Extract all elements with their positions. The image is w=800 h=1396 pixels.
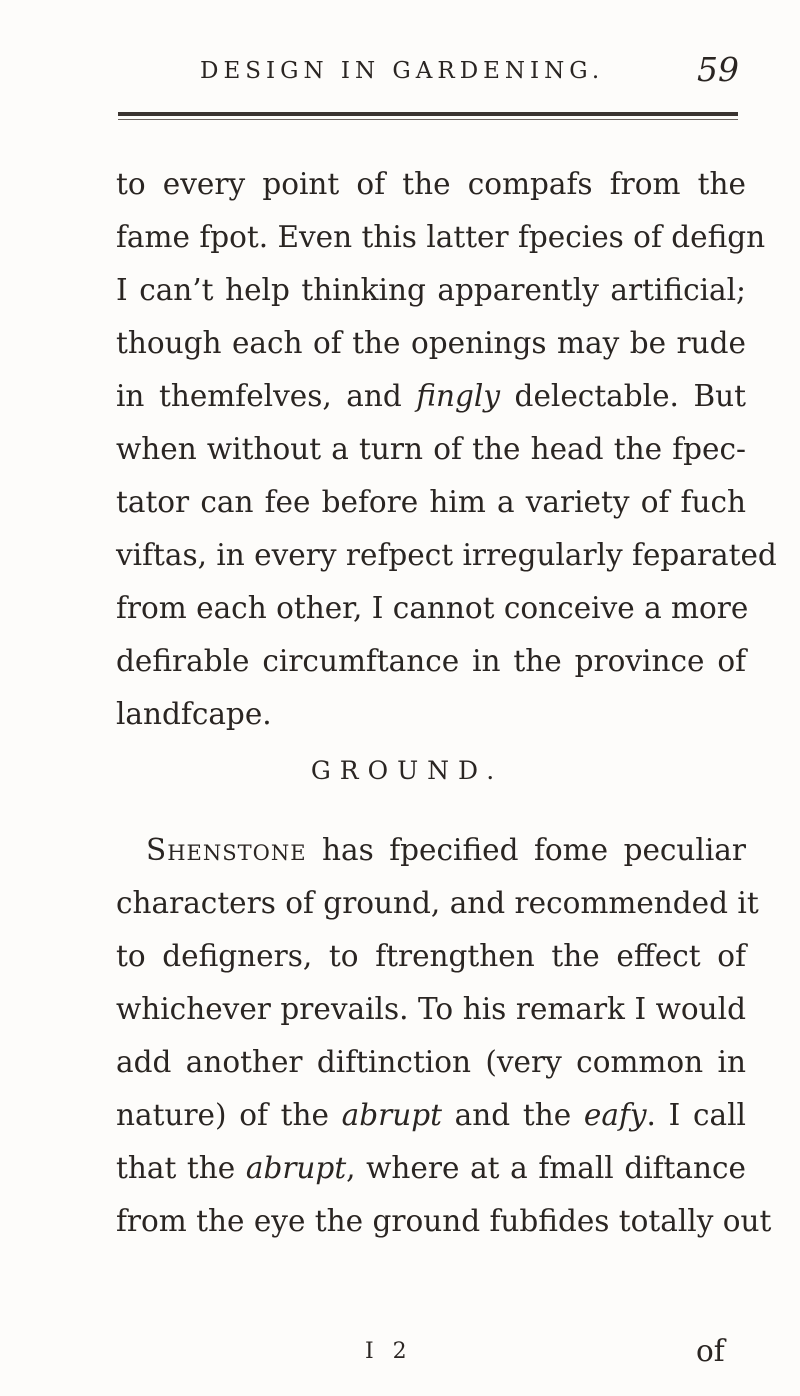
page-number: 59 — [697, 50, 739, 89]
running-title: DESIGN IN GARDENING. — [200, 58, 605, 84]
text-line: when without a turn of the head the fpec- — [116, 432, 746, 466]
text-line: tator can fee before him a variety of fuch — [116, 485, 746, 519]
text-line: to defigners, to ftrengthen the effect of — [116, 939, 746, 973]
text-run: , where at a fmall diftance — [346, 1151, 746, 1185]
text-line: though each of the openings may be rude — [116, 326, 746, 360]
text-run: . I call — [646, 1098, 746, 1132]
text-line: fame fpot. Even this latter fpecies of defign — [116, 220, 766, 254]
text-run: has fpecified fome peculiar — [306, 833, 746, 867]
catchword: of — [696, 1334, 725, 1368]
text-run: that the — [116, 1151, 246, 1185]
text-line: characters of ground, and recommended it — [116, 886, 759, 920]
text-line — [116, 378, 746, 414]
text-line: from each other, I cannot conceive a more — [116, 591, 749, 625]
text-line: defirable circumftance in the province of — [116, 644, 746, 678]
text-line — [116, 1097, 746, 1133]
header-rule-thin — [118, 119, 738, 120]
italic-term: fingly — [416, 379, 500, 413]
italic-term: eafy — [583, 1098, 647, 1132]
text-line — [116, 1150, 746, 1186]
text-line — [146, 832, 746, 868]
header-rule-thick — [118, 112, 738, 116]
text-line: add another diftinction (very common in — [116, 1045, 746, 1079]
signature-mark: I 2 — [365, 1339, 413, 1364]
text-line: landfcape. — [116, 697, 272, 731]
text-run: delectable. But — [500, 379, 747, 413]
text-line: to every point of the compafs from the — [116, 167, 746, 201]
italic-term: abrupt — [245, 1151, 347, 1185]
text-line: I can’t help thinking apparently artificial; — [116, 273, 746, 307]
text-run: in themfelves, and — [116, 379, 417, 413]
author-name: Shenstone — [146, 833, 307, 867]
text-line: whichever prevails. To his remark I would — [116, 992, 746, 1026]
text-run: nature) of the — [116, 1098, 342, 1132]
text-line: from the eye the ground fubfides totally out — [116, 1204, 772, 1238]
text-line: viftas, in every refpect irregularly feparated — [116, 538, 777, 572]
text-run: and the — [441, 1098, 584, 1132]
section-heading: GROUND. — [310, 756, 504, 785]
italic-term: abrupt — [341, 1098, 442, 1132]
